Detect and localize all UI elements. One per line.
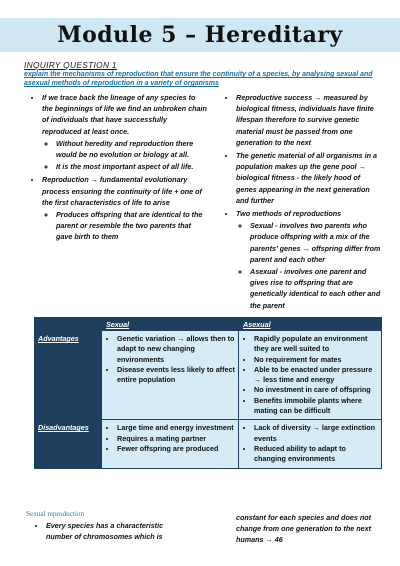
bottom-right-column: constant for each species and does not change from one generation to the next humans → 46 xyxy=(236,513,371,545)
list-item: ◦ It is the most important aspect of all life. xyxy=(56,161,208,172)
list-item: • Two methods of reproductions ◦ Sexual - involves two parents who produce offspring with a mix of the parents' genes → offspring differ from parent and each other ◦ Asexual - involves one parent and gives rise to offspring that are genetically identical to each other and the parent xyxy=(236,208,382,311)
table-header-row xyxy=(35,318,382,331)
list-item: ◦ Asexual - involves one parent and gives rise to offspring that are genetically identical to each other and the parent xyxy=(250,266,382,311)
list-item: • Reduced ability to adapt to changing environments xyxy=(254,444,378,465)
list-item: • No requirement for mates xyxy=(254,355,378,365)
list-item: • Able to be enacted under pressure → less time and energy xyxy=(254,365,378,386)
list-item: • Reproduction → fundamental evolutionary process ensuring the continuity of life + one of the first characteristics of life to arise ◦ Produces offspring that are identical to the parent or resemble the two parents that gave birth to them xyxy=(42,174,208,242)
cell-dis-asexual xyxy=(239,420,382,468)
list-item: • Lack of diversity → large extinction events xyxy=(254,423,378,444)
list-item: • Every species has a characteristic number of chromosomes which is xyxy=(46,520,184,542)
table-row xyxy=(35,420,382,468)
column-header-sexual: Sexual xyxy=(102,318,239,331)
list-item: ◦ Sexual - involves two parents who produce offspring with a mix of the parents' genes → offspring differ from parent and each other xyxy=(250,220,382,265)
table-corner xyxy=(35,318,102,331)
bottom-left-column xyxy=(34,520,184,542)
list-item: • Genetic variation → allows then to adapt to new changing environments xyxy=(117,334,235,365)
cell-dis-sexual xyxy=(102,420,239,468)
list-item: • No investment in care of offspring xyxy=(254,385,378,395)
list-item: • If we trace back the lineage of any species to the beginnings of life we find an unbroken chain of individuals that have successfully reproduced at least once. ◦ Without heredity and reproduction there would be no evolution or biology at all. ◦ It is the most important aspect of all life. xyxy=(42,92,208,172)
row-header-advantages: Advantages xyxy=(35,331,102,420)
list-item: • Large time and energy investment xyxy=(117,423,235,433)
column-header-asexual: Asexual xyxy=(239,318,382,331)
section-heading-sexual-reproduction: Sexual reproduction xyxy=(26,510,85,518)
list-item: • Rapidly populate an environment they are well suited to xyxy=(254,334,378,355)
list-item: • Disease events less likely to affect entire population xyxy=(117,365,235,386)
list-item: ◦ Without heredity and reproduction there would be no evolution or biology at all. xyxy=(56,138,208,160)
list-item: • Fewer offspring are produced xyxy=(117,444,235,454)
comparison-table xyxy=(34,317,382,469)
list-item: • The genetic material of all organisms in a population makes up the gene pool → biological fitness - the likely hood of genes appearing in the next generation and further xyxy=(236,150,382,206)
left-column xyxy=(28,92,208,245)
page-title: Module 5 – Hereditary xyxy=(57,22,343,48)
syllabus-objective: explain the mechanisms of reproduction that ensure the continuity of a species, by analysing sexual and asexual methods of reproduction in a variety of organisms xyxy=(24,71,373,87)
cell-adv-asexual xyxy=(239,331,382,420)
list-item: • Reproductive success → measured by biological fitness, individuals have finite lifespan therefore to survive genetic material must be passed from one generation to the next xyxy=(236,92,382,148)
list-item: • Requires a mating partner xyxy=(117,434,235,444)
list-item: • Benefits immobile plants where mating can be difficult xyxy=(254,396,378,417)
inquiry-heading: INQUIRY QUESTION 1 xyxy=(24,60,117,70)
list-item: ◦ Produces offspring that are identical to the parent or resemble the two parents that gave birth to them xyxy=(56,209,208,243)
right-column xyxy=(222,92,382,313)
cell-adv-sexual xyxy=(102,331,239,420)
table-row xyxy=(35,331,382,420)
row-header-disadvantages: Disadvantages xyxy=(35,420,102,468)
